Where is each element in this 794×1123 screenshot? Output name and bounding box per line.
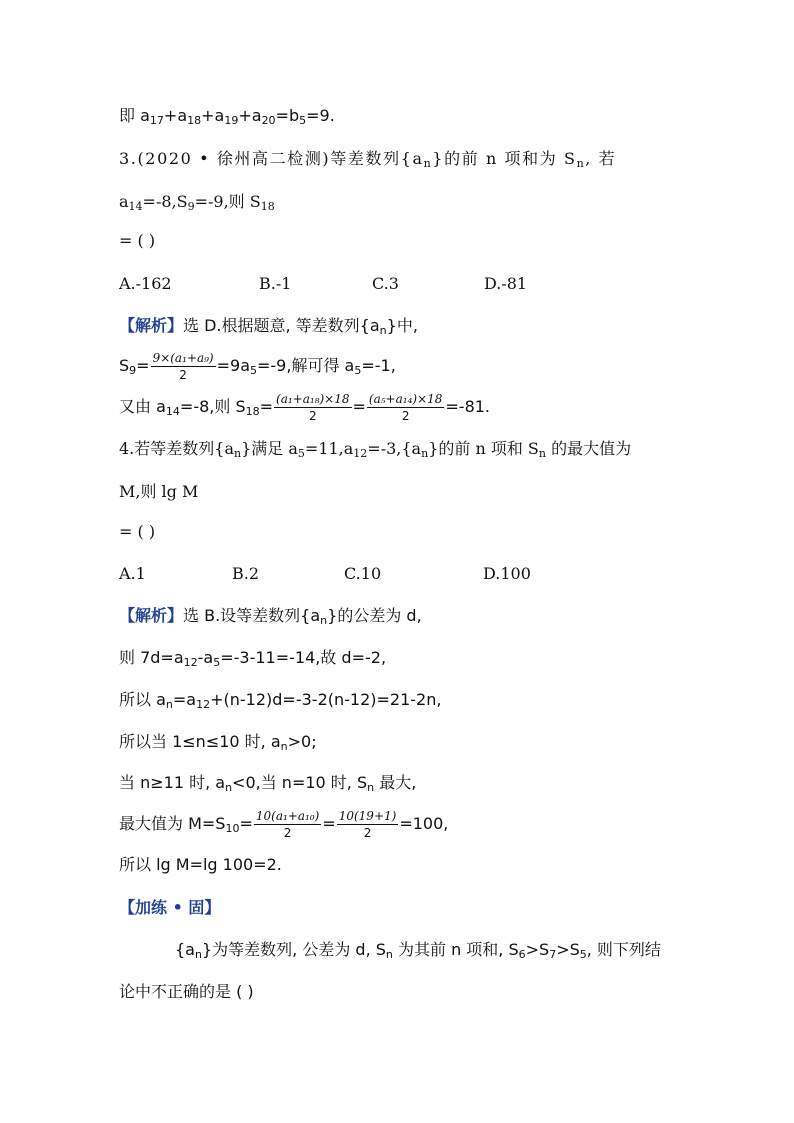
option-a: A.1	[119, 564, 146, 583]
option-d: D.-81	[484, 274, 528, 293]
answer-4-step-3: 所以当 1≤n≤10 时, $a_n>0$;	[119, 732, 317, 753]
answer-4-step-1: 则 $7d=a_{12}-a_5=-3-11=-14$,故 d=-2,	[119, 648, 387, 669]
question-4-stem-cont: M,则 lg M	[119, 482, 199, 501]
fraction: $\frac{\text{10(a₁+a₁₀)}}{2}$	[255, 809, 320, 840]
option-b: B.2	[232, 564, 260, 583]
answer-3-intro: 【解析】选 D.根据题意, 等差数列$\{a_n\}$中,	[119, 316, 418, 337]
fraction: $\frac{\text{9×(a₁+a₉)}}{2}$	[152, 351, 214, 382]
fraction: $\frac{\text{(a₁+a₁₈)×18}}{2}$	[276, 392, 350, 423]
option-c: C.3	[372, 274, 399, 293]
question-4-stem: 4.若等差数列$\{a_n\}$满足 $a_5=11,a_{12}=-3,\{a_n\}$的前 n 项和 $S_n$ 的最大值为	[119, 439, 632, 460]
answer-4-step-5: 最大值为 $M=S_{10}=$ $\frac{\text{10(a₁+a₁₀)}}{2}$ = $\frac{10(19+1)}{2}$ =100,	[119, 809, 449, 840]
practice-tag: 【加练 • 固】	[119, 898, 221, 917]
question-3-blank: = ( )	[119, 231, 156, 250]
question-4-blank: = ( )	[119, 522, 156, 541]
fraction: $\frac{10(19+1)}{2}$	[338, 809, 397, 840]
answer-4-conclusion: 所以 lg M=lg 100=2.	[119, 855, 282, 874]
practice-stem: $\{a_n\}$为等差数列, 公差为 d, $S_n$ 为其前 n 项和, $S_6>S_7>S_5$, 则下列结	[175, 940, 661, 961]
option-a: A.-162	[119, 274, 172, 293]
answer-4-step-4: 当 n≥11 时, $a_n<0$,当 n=10 时, $S_n$ 最大,	[119, 773, 417, 794]
practice-stem-cont: 论中不正确的是 ( )	[119, 982, 254, 1001]
question-3-conditions: $a_{14}=-8,S_9=-9$,则 $S_{18}$	[119, 192, 275, 213]
option-d: D.100	[483, 564, 531, 583]
answer-3-equation-2: 又由 $a_{14}=-8$,则 $S_{18}=$ $\frac{\text{(a₁+a₁₈)×18}}{2}$ = $\frac{\text{(a₅+a₁₄)×18}}{2}$ =-81.	[119, 392, 491, 423]
answer-3-equation-1: $S_9=$ $\frac{\text{9×(a₁+a₉)}}{2}$ $=9a_5=-9$,解可得 $a_5=-1$,	[119, 351, 396, 382]
answer-4-intro: 【解析】选 B.设等差数列$\{a_n\}$的公差为 d,	[119, 606, 422, 627]
option-c: C.10	[344, 564, 382, 583]
option-b: B.-1	[259, 274, 292, 293]
question-3-stem: 3.(2020 • 徐州高二检测)等差数列$\{a_n\}$的前 n 项和为 $S_n$, 若	[119, 149, 617, 170]
answer-4-step-2: 所以 $a_n=a_{12}+(n-12)d=-3-2(n-12)=21-2n$,	[119, 690, 442, 711]
text-line-conclusion: 即 $a_{17}+a_{18}+a_{19}+a_{20}=b_5=9$.	[119, 106, 335, 127]
fraction: $\frac{\text{(a₅+a₁₄)×18}}{2}$	[368, 392, 443, 423]
analysis-tag: 【解析】	[119, 606, 184, 625]
analysis-tag: 【解析】	[119, 316, 184, 335]
